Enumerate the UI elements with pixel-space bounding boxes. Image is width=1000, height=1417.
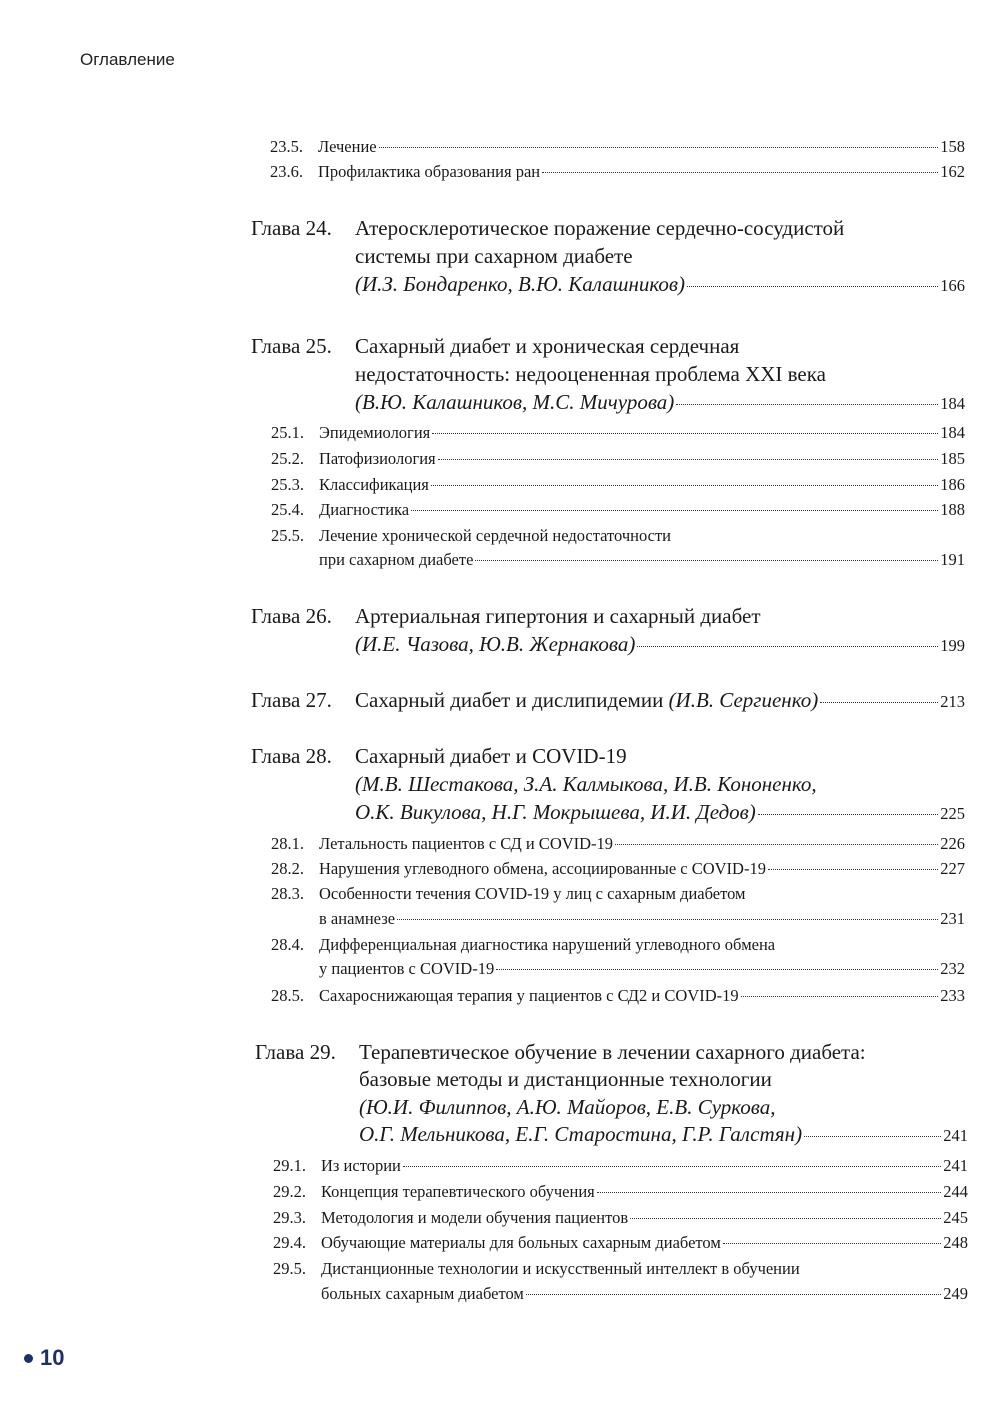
chapter-authors: (В.Ю. Калашников, М.С. Мичурова)	[355, 390, 675, 414]
dot-leader	[379, 147, 939, 148]
page-ref: 191	[940, 550, 965, 569]
section-title: Диагностика	[319, 500, 410, 519]
page-ref: 213	[940, 692, 965, 711]
section-number: 28.1.	[271, 834, 304, 853]
dot-leader	[496, 969, 938, 970]
page-number	[24, 1345, 64, 1371]
section-number: 25.3.	[271, 475, 304, 494]
toc-entry-25-3[interactable]	[271, 475, 965, 495]
section-title: Нарушения углеводного обмена, ассоциированные с COVID-19	[319, 859, 766, 878]
toc-entry-25-2[interactable]	[271, 449, 965, 469]
toc-entry-23-6[interactable]	[270, 162, 965, 182]
dot-leader	[804, 1136, 941, 1137]
page-ref: 248	[943, 1233, 968, 1252]
dot-leader	[723, 1243, 941, 1244]
toc-entry-28-2[interactable]	[271, 859, 965, 879]
dot-leader	[687, 286, 938, 287]
section-title: Лечение	[318, 137, 377, 156]
section-number: 25.4.	[271, 500, 304, 519]
section-title-line: Дифференциальная диагностика нарушений углеводного обмена	[319, 935, 776, 954]
dot-leader	[768, 869, 938, 870]
dot-leader	[432, 433, 938, 434]
page-ref: 188	[940, 500, 965, 519]
running-head: Оглавление	[80, 50, 175, 69]
chapter-number: Глава 24.	[251, 216, 332, 240]
section-number: 25.5.	[271, 526, 304, 545]
toc-entry-29-4[interactable]	[273, 1233, 968, 1253]
section-number: 28.4.	[271, 935, 304, 954]
chapter-number: Глава 27.	[251, 688, 332, 712]
dot-leader	[397, 919, 938, 920]
section-title: Эпидемиология	[319, 423, 431, 442]
chapter-title-line: базовые методы и дистанционные технологии	[359, 1067, 772, 1091]
page-ref: 185	[940, 449, 965, 468]
toc-entry-28-5[interactable]	[271, 986, 965, 1006]
page-ref: 186	[940, 475, 965, 494]
page-ref: 184	[940, 394, 965, 413]
section-number: 23.6.	[270, 162, 303, 181]
section-number: 29.5.	[273, 1259, 306, 1278]
page-ref: 158	[940, 137, 965, 156]
page-ref: 231	[940, 909, 965, 928]
page-ref: 227	[940, 859, 965, 878]
toc-entry-29-1[interactable]	[273, 1156, 968, 1176]
toc-entry-25-1[interactable]	[271, 423, 965, 443]
dot-leader	[741, 996, 939, 997]
chapter-title-line: Сахарный диабет и COVID-19	[355, 744, 627, 768]
dot-leader	[597, 1192, 942, 1193]
chapter-number: Глава 26.	[251, 604, 332, 628]
dot-leader	[820, 702, 938, 703]
section-number: 23.5.	[270, 137, 303, 156]
page-ref: 184	[940, 423, 965, 442]
section-number: 28.5.	[271, 986, 304, 1005]
section-title-line: в анамнезе	[319, 909, 396, 928]
chapter-title-line: Терапевтическое обучение в лечении сахарного диабета:	[359, 1040, 866, 1064]
section-number: 25.2.	[271, 449, 304, 468]
section-title-line: больных сахарным диабетом	[321, 1284, 524, 1303]
chapter-title: Сахарный диабет и дислипидемии	[355, 688, 664, 712]
section-title: Патофизиология	[319, 449, 436, 468]
page-ref: 166	[940, 276, 965, 295]
dot-leader	[411, 510, 938, 511]
section-title: Методология и модели обучения пациентов	[321, 1208, 629, 1227]
toc-chapter-27[interactable]	[251, 688, 965, 713]
page-ref: 199	[940, 636, 965, 655]
dot-leader	[431, 485, 938, 486]
section-number: 25.1.	[271, 423, 304, 442]
page-ref: 245	[943, 1208, 968, 1227]
page-ref: 244	[943, 1182, 968, 1201]
chapter-title-line: Атеросклеротическое поражение сердечно-сосудистой	[355, 216, 845, 240]
section-title: Летальность пациентов с СД и COVID-19	[319, 834, 614, 853]
dot-leader	[403, 1166, 941, 1167]
chapter-number: Глава 25.	[251, 334, 332, 358]
section-number: 29.2.	[273, 1182, 306, 1201]
dot-leader	[637, 646, 938, 647]
section-number: 28.2.	[271, 859, 304, 878]
chapter-number: Глава 29.	[255, 1040, 336, 1064]
section-number: 28.3.	[271, 884, 304, 903]
bullet-icon	[24, 1354, 33, 1363]
page-ref: 225	[940, 804, 965, 823]
toc-entry-29-3[interactable]	[273, 1208, 968, 1228]
chapter-authors: (И.З. Бондаренко, В.Ю. Калашников)	[355, 272, 686, 296]
page-ref: 162	[940, 162, 965, 181]
section-title: Концепция терапевтического обучения	[321, 1182, 595, 1201]
chapter-title-line: Сахарный диабет и хроническая сердечная	[355, 334, 740, 358]
toc-entry-29-2[interactable]	[273, 1182, 968, 1202]
toc-entry-23-5[interactable]	[270, 137, 965, 157]
chapter-authors-line: О.Г. Мельникова, Е.Г. Старостина, Г.Р. Галстян)	[359, 1122, 803, 1146]
toc-entry-25-4[interactable]	[271, 500, 965, 520]
dot-leader	[438, 459, 939, 460]
section-number: 29.1.	[273, 1156, 306, 1175]
section-title: Обучающие материалы для больных сахарным диабетом	[321, 1233, 721, 1252]
section-title-line: у пациентов с COVID-19	[319, 959, 495, 978]
page-ref: 232	[940, 959, 965, 978]
section-title-line: Дистанционные технологии и искусственный интеллект в обучении	[321, 1259, 800, 1278]
toc-entry-28-1[interactable]	[271, 834, 965, 854]
section-title: Из истории	[321, 1156, 401, 1175]
section-title-line: Лечение хронической сердечной недостаточности	[319, 526, 671, 545]
dot-leader	[526, 1294, 941, 1295]
chapter-title-line: системы при сахарном диабете	[355, 244, 633, 268]
section-title-line: Особенности течения COVID-19 у лиц с сахарным диабетом	[319, 884, 746, 903]
dot-leader	[758, 814, 938, 815]
section-title: Профилактика образования ран	[318, 162, 541, 181]
section-number: 29.4.	[273, 1233, 306, 1252]
dot-leader	[676, 404, 938, 405]
page-ref: 249	[943, 1284, 968, 1303]
page-ref: 241	[943, 1126, 968, 1145]
dot-leader	[630, 1218, 941, 1219]
dot-leader	[475, 560, 938, 561]
section-title-line: при сахарном диабете	[319, 550, 474, 569]
dot-leader	[542, 172, 938, 173]
chapter-authors: (И.В. Сергиенко)	[668, 688, 819, 712]
section-title: Классификация	[319, 475, 429, 494]
section-title: Сахароснижающая терапия у пациентов с СД2 и COVID-19	[319, 986, 739, 1005]
section-number: 29.3.	[273, 1208, 306, 1227]
chapter-authors-line: (М.В. Шестакова, З.А. Калмыкова, И.В. Кононенко,	[355, 772, 817, 796]
page-ref: 241	[943, 1156, 968, 1175]
chapter-number: Глава 28.	[251, 744, 332, 768]
chapter-authors-line: О.К. Викулова, Н.Г. Мокрышева, И.И. Дедов)	[355, 800, 756, 824]
dot-leader	[615, 844, 938, 845]
chapter-authors: (И.Е. Чазова, Ю.В. Жернакова)	[355, 632, 636, 656]
chapter-authors-line: (Ю.И. Филиппов, А.Ю. Майоров, Е.В. Суркова,	[359, 1095, 776, 1119]
page-ref: 226	[940, 834, 965, 853]
page-ref: 233	[940, 986, 965, 1005]
chapter-title-line: недостаточность: недооцененная проблема XXI века	[355, 362, 826, 386]
page-number-value: 10	[40, 1345, 65, 1370]
chapter-title-line: Артериальная гипертония и сахарный диабет	[355, 604, 761, 628]
